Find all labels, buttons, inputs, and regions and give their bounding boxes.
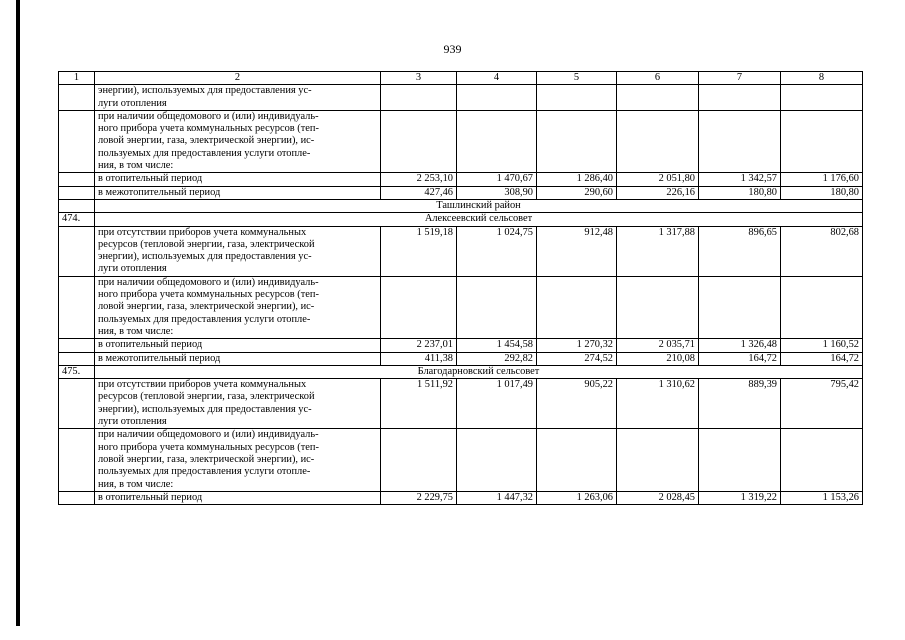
settlement-row [59,213,863,226]
value-cell [617,276,699,338]
value-cell: 1 310,62 [617,379,699,429]
value-cell [381,429,457,491]
value-cell [537,429,617,491]
value-cell [537,276,617,338]
value-cell: 180,80 [781,186,863,199]
column-header: 1 [59,72,95,85]
value-cell [381,110,457,172]
value-cell [537,85,617,111]
column-header: 2 [95,72,381,85]
value-cell [617,85,699,111]
value-cell: 1 153,26 [781,491,863,504]
table-row [59,173,863,186]
value-cell [457,110,537,172]
row-label: в межотопительный период [95,186,381,199]
column-header: 5 [537,72,617,85]
table-row [59,186,863,199]
value-cell: 1 319,22 [699,491,781,504]
table-row [59,276,863,338]
row-label: при отсутствии приборов учета коммунальных ресурсов (тепловой энергии, газа, электрической энергии), используемых для предоставления ус- луги отопления [95,226,381,276]
value-cell [781,429,863,491]
settlement-row [59,365,863,378]
value-cell [617,110,699,172]
value-cell: 2 237,01 [381,339,457,352]
value-cell [457,85,537,111]
value-cell: 427,46 [381,186,457,199]
table-row [59,339,863,352]
value-cell: 308,90 [457,186,537,199]
value-cell: 1 176,60 [781,173,863,186]
row-label: при наличии общедомового и (или) индивидуаль- ного прибора учета коммунальных ресурсов (теп- ловой энергии, газа, электрической энергии), ис- пользуемых для предоставления услуги отопле- ния, в том числе: [95,110,381,172]
value-cell: 164,72 [781,352,863,365]
value-cell [781,85,863,111]
value-cell: 292,82 [457,352,537,365]
row-label: в отопительный период [95,173,381,186]
value-cell [781,276,863,338]
row-number-cell [59,186,95,199]
value-cell: 1 326,48 [699,339,781,352]
column-header: 4 [457,72,537,85]
value-cell: 896,65 [699,226,781,276]
value-cell [457,276,537,338]
row-number-cell [59,199,95,212]
tariff-table [58,71,863,505]
column-header: 7 [699,72,781,85]
value-cell: 795,42 [781,379,863,429]
table-row [59,226,863,276]
value-cell: 290,60 [537,186,617,199]
value-cell: 1 519,18 [381,226,457,276]
value-cell: 411,38 [381,352,457,365]
column-header: 3 [381,72,457,85]
value-cell: 1 342,57 [699,173,781,186]
district-row [59,199,863,212]
row-number-cell [59,352,95,365]
value-cell: 1 317,88 [617,226,699,276]
table-header-row [59,72,863,85]
value-cell [699,85,781,111]
row-number-cell [59,429,95,491]
row-label: энергии), используемых для предоставления ус- луги отопления [95,85,381,111]
value-cell: 2 253,10 [381,173,457,186]
value-cell: 889,39 [699,379,781,429]
district-title: Ташлинский район [95,199,863,212]
column-header: 6 [617,72,699,85]
row-number-cell [59,226,95,276]
value-cell: 2 028,45 [617,491,699,504]
column-header: 8 [781,72,863,85]
page-number: 939 [443,42,462,56]
value-cell [457,429,537,491]
value-cell: 1 263,06 [537,491,617,504]
row-number-cell [59,339,95,352]
value-cell: 1 454,58 [457,339,537,352]
table-body [59,72,863,505]
value-cell: 1 024,75 [457,226,537,276]
value-cell: 2 051,80 [617,173,699,186]
value-cell: 1 160,52 [781,339,863,352]
row-number-cell [59,276,95,338]
value-cell: 912,48 [537,226,617,276]
row-number-cell [59,85,95,111]
value-cell: 180,80 [699,186,781,199]
value-cell [381,85,457,111]
row-label: при наличии общедомового и (или) индивидуаль- ного прибора учета коммунальных ресурсов (теп- ловой энергии, газа, электрической энергии), ис- пользуемых для предоставления услуги отопле- ния, в том числе: [95,429,381,491]
value-cell [381,276,457,338]
value-cell: 2 229,75 [381,491,457,504]
value-cell: 2 035,71 [617,339,699,352]
value-cell: 1 447,32 [457,491,537,504]
table-row [59,352,863,365]
row-number-cell [59,173,95,186]
value-cell: 1 017,49 [457,379,537,429]
table-row [59,491,863,504]
value-cell: 274,52 [537,352,617,365]
value-cell: 905,22 [537,379,617,429]
row-number-cell [59,379,95,429]
row-label: при отсутствии приборов учета коммунальных ресурсов (тепловой энергии, газа, электрической энергии), используемых для предоставления ус- луги отопления [95,379,381,429]
table-row [59,110,863,172]
table-row [59,379,863,429]
value-cell: 1 270,32 [537,339,617,352]
value-cell: 1 286,40 [537,173,617,186]
row-label: в отопительный период [95,491,381,504]
value-cell: 210,08 [617,352,699,365]
value-cell [781,110,863,172]
row-label: в отопительный период [95,339,381,352]
row-number-cell [59,110,95,172]
row-number-cell: 474. [59,213,95,226]
value-cell [699,429,781,491]
value-cell: 226,16 [617,186,699,199]
table-row [59,429,863,491]
row-label: в межотопительный период [95,352,381,365]
value-cell [537,110,617,172]
scan-edge-line [16,0,20,626]
value-cell [699,110,781,172]
settlement-title: Благодарновский сельсовет [95,365,863,378]
row-number-cell: 475. [59,365,95,378]
row-number-cell [59,491,95,504]
value-cell: 802,68 [781,226,863,276]
value-cell: 1 511,92 [381,379,457,429]
row-label: при наличии общедомового и (или) индивидуаль- ного прибора учета коммунальных ресурсов (теп- ловой энергии, газа, электрической энергии), ис- пользуемых для предоставления услуги отопле- ния, в том числе: [95,276,381,338]
value-cell [617,429,699,491]
value-cell [699,276,781,338]
settlement-title: Алексеевский сельсовет [95,213,863,226]
value-cell: 1 470,67 [457,173,537,186]
table-row [59,85,863,111]
value-cell: 164,72 [699,352,781,365]
